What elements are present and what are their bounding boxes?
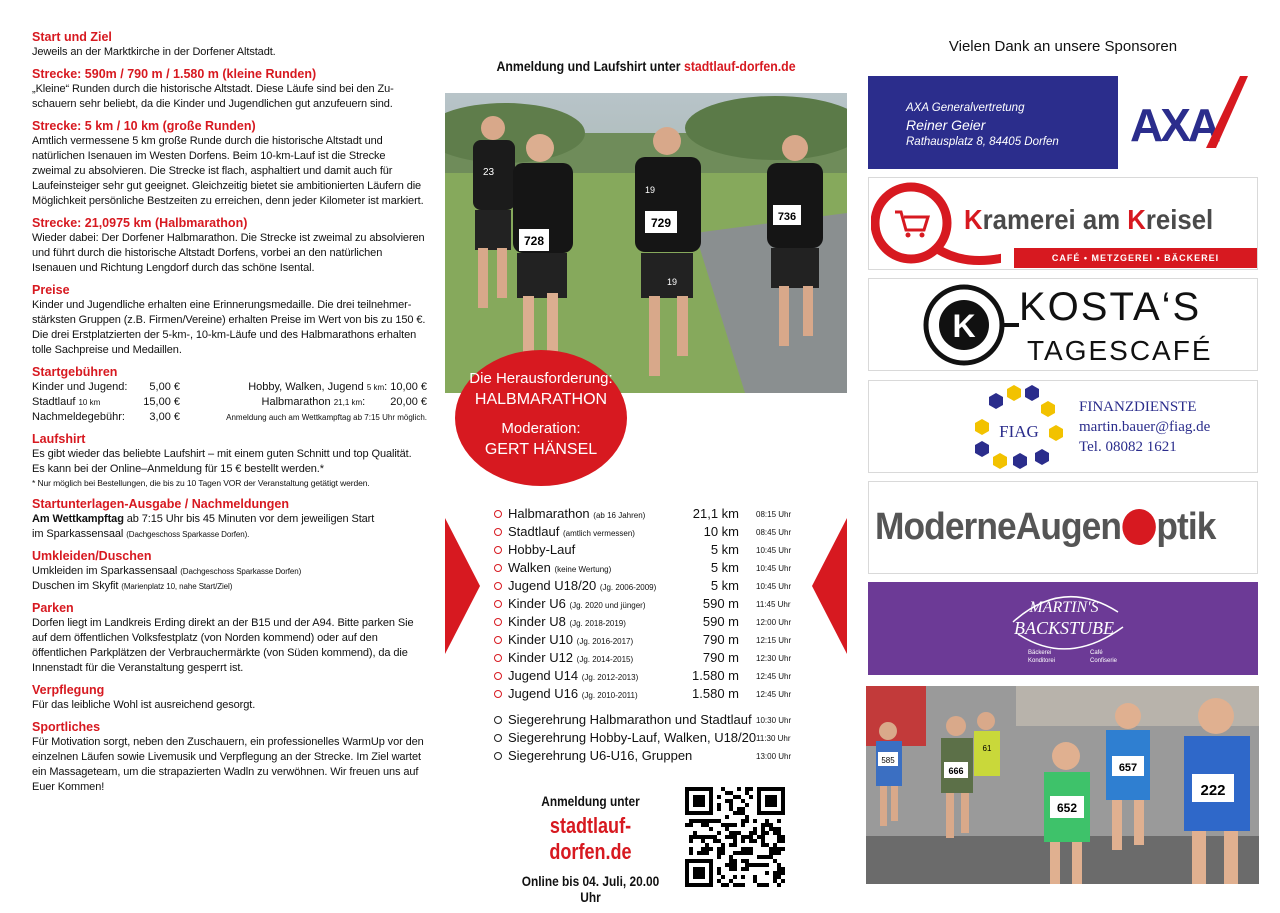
start-title: Start und Ziel <box>32 30 112 44</box>
race-title: Halbmarathon <box>508 506 590 521</box>
race-time: 12:45 Uhr <box>756 690 792 699</box>
badge-line: GERT HÄNSEL <box>484 441 598 458</box>
optik-logo <box>875 506 1215 549</box>
fee-label: Halbmarathon <box>261 396 331 408</box>
fees-title: Startgebühren <box>32 365 118 379</box>
shirt-note: * Nur möglich bei Bestellungen, die bis zu 10 Tagen VOR der Veranstaltung getätigt werden. <box>32 478 370 488</box>
half-marathon-title: Strecke: 21,0975 km (Halbmarathon) <box>32 216 248 230</box>
martins-name: MARTIN'S <box>1029 599 1099 616</box>
qr-code[interactable] <box>685 787 785 887</box>
prizes-text: Kinder und Jugendliche erhalten eine Erinnerungsmedaille. Die drei teilnehmer-stärksten Gruppen (z.B. Firmen/Vereine) erhalten Preise im Wert von bis zu 150 €. Die drei Erstplatzierten der 5-km-, 10-km-Läufe und des Halbmarathons erhalten tolle Sachpreise und Medaillen. <box>32 299 426 356</box>
fee-note: Anmeldung auch am Wettkampftag ab 7:15 Uhr möglich. <box>226 413 427 422</box>
shirt-title: Laufshirt <box>32 432 86 446</box>
axa-text <box>906 100 1059 151</box>
race-name <box>508 523 635 543</box>
fiag-phone: Tel. 08082 1621 <box>1079 439 1177 455</box>
fee-unit: 10 km <box>78 398 101 407</box>
race-row <box>494 667 799 685</box>
race-row <box>494 685 799 703</box>
martins-tag: Café <box>1090 650 1103 656</box>
race-row <box>494 541 799 559</box>
kid-bib: 657 <box>1118 762 1138 774</box>
race-note: (Jg. 2010-2011) <box>581 691 638 700</box>
runner-number: 19 <box>667 277 678 287</box>
changing-location: Umkleiden im Sparkassensaal <box>32 565 178 577</box>
race-title: Kinder U10 <box>508 632 574 647</box>
ceremony-time: 10:30 Uhr <box>756 716 792 725</box>
info-column <box>32 30 427 795</box>
race-note: (Jg. 2014-2015) <box>576 655 634 664</box>
changing-section <box>32 549 427 594</box>
race-title: Jugend U16 <box>508 686 579 701</box>
changing-title: Umkleiden/Duschen <box>32 549 152 563</box>
parking-section <box>32 601 427 676</box>
race-schedule <box>494 505 799 765</box>
badge-line: Die Herausforderung: <box>469 370 613 387</box>
race-name <box>508 541 575 561</box>
registration-deadline: Online bis 04. Juli, 20.00 Uhr <box>521 873 660 905</box>
fee-label-text: Stadtlauf <box>32 396 76 408</box>
race-note: (keine Wertung) <box>554 565 612 574</box>
race-distance: 5 km <box>710 560 739 575</box>
race-distance: 590 m <box>702 596 739 611</box>
runners-illustration <box>445 93 847 393</box>
race-note: (Jg. 2018-2019) <box>569 619 626 628</box>
runner-bib: 736 <box>777 211 797 223</box>
race-distance: 21,1 km <box>692 506 739 521</box>
short-course-text: „Kleine“ Runden durch die historische Altstadt. Diese Läufe sind bei den Zu-schauern sehr beliebt, da die Kinder und Jugendlichen gut anzufeuern sind. <box>32 83 394 110</box>
bullet-icon <box>494 716 502 724</box>
race-time: 12:15 Uhr <box>756 636 792 645</box>
fees-section <box>32 365 427 425</box>
bullet-icon <box>494 636 502 644</box>
bullet-icon <box>494 510 502 518</box>
bullet-icon <box>494 546 502 554</box>
race-time: 10:45 Uhr <box>756 564 792 573</box>
race-time: 12:30 Uhr <box>756 654 792 663</box>
race-row <box>494 595 799 613</box>
pickup-bold: Am Wettkampftag <box>32 513 124 525</box>
fee-row <box>32 395 427 410</box>
martins-tag: Confiserie <box>1090 658 1118 664</box>
changing-line2 <box>32 579 427 594</box>
race-name <box>508 631 633 651</box>
runners-photo <box>445 93 847 393</box>
kramerei-name-part: ramerei am <box>982 204 1128 235</box>
pickup-text <box>32 512 427 527</box>
long-course-title: Strecke: 5 km / 10 km (große Runden) <box>32 119 256 133</box>
race-title: Stadtlauf <box>508 524 560 539</box>
pickup-rest: ab 7:15 Uhr bis 45 Minuten vor dem jeweiligen Start <box>123 513 375 525</box>
kid-bib: 652 <box>1056 801 1078 815</box>
kramerei-name <box>964 204 1213 236</box>
race-name <box>508 649 633 669</box>
sponsor-heading: Vielen Dank an unsere Sponsoren <box>948 38 1178 55</box>
bullet-icon <box>494 582 502 590</box>
bullet-icon <box>494 752 502 760</box>
kid-bib: 585 <box>881 756 895 765</box>
ceremony-time: 11:30 Uhr <box>756 734 791 743</box>
race-note: (Jg. 2020 und jünger) <box>569 601 646 610</box>
race-distance: 5 km <box>710 578 739 593</box>
race-name <box>508 667 638 687</box>
ceremony-name: Siegerehrung Hobby-Lauf, Walken, U18/20 <box>508 730 757 745</box>
sponsor-fiag[interactable] <box>868 380 1258 473</box>
ceremony-row <box>494 711 799 729</box>
race-time: 12:45 Uhr <box>756 672 792 681</box>
pickup-line2 <box>32 527 427 542</box>
race-row <box>494 577 799 595</box>
registration-heading <box>470 58 822 74</box>
race-name <box>508 613 626 633</box>
food-text: Für das leibliche Wohl ist ausreichend gesorgt. <box>32 699 256 711</box>
bullet-icon <box>494 564 502 572</box>
race-distance: 790 m <box>702 632 739 647</box>
registration-heading-url[interactable]: stadtlauf-dorfen.de <box>683 58 796 74</box>
registration-heading-text: Anmeldung und Laufshirt unter <box>496 58 684 74</box>
fiag-logo-text: FIAG <box>999 422 1039 441</box>
race-note: (ab 16 Jahren) <box>593 511 646 520</box>
race-title: Kinder U6 <box>508 596 566 611</box>
fee-row <box>32 410 427 425</box>
sponsor-martins-backstube[interactable] <box>868 582 1258 675</box>
race-title: Hobby-Lauf <box>508 542 576 557</box>
shower-location-note: (Marienplatz 10, nahe Start/Ziel) <box>121 582 233 591</box>
race-row <box>494 631 799 649</box>
race-time: 10:45 Uhr <box>756 546 792 555</box>
race-title: Jugend U18/20 <box>508 578 597 593</box>
axa-line: Reiner Geier <box>906 117 986 133</box>
kramerei-initial: K <box>964 204 983 235</box>
runner-number: 19 <box>645 185 656 195</box>
fee-unit: 5 km <box>366 383 385 392</box>
badge-line: HALBMARATHON <box>474 391 608 408</box>
race-note: (Jg. 2006-2009) <box>599 583 657 592</box>
kramerei-initial: K <box>1127 204 1146 235</box>
martins-tag: Konditorei <box>1028 658 1056 664</box>
race-distance: 5 km <box>710 542 739 557</box>
decorative-arrow-right <box>812 518 847 654</box>
kid-bib: 222 <box>1200 782 1226 799</box>
sponsor-axa[interactable] <box>868 76 1258 169</box>
race-title: Kinder U8 <box>508 614 566 629</box>
axa-line: AXA Generalvertretung <box>906 102 1025 114</box>
ceremony-row <box>494 747 799 765</box>
martins-tag: Bäckerei <box>1028 650 1052 656</box>
ceremony-row <box>494 729 799 747</box>
short-course-section <box>32 67 427 112</box>
kid-bib: 666 <box>948 766 964 776</box>
start-text: Jeweils an der Marktkirche in der Dorfener Altstadt. <box>32 46 276 58</box>
kids-race-photo <box>866 686 1259 884</box>
race-time: 08:15 Uhr <box>756 510 792 519</box>
bullet-icon <box>494 690 502 698</box>
race-distance: 1.580 m <box>692 668 739 683</box>
long-course-section <box>32 119 427 209</box>
sport-text: Für Motivation sorgt, neben den Zuschauern, ein professionelles WarmUp vor den einzelnen Läufen sowie Livemusik und Verpflegung an der Strecke. Im Ziel wartet ein Massageteam, um die strapazierten Wadln zu verwöhnen. Wir freuen uns auf Euer Kommen! <box>32 736 424 793</box>
fiag-logo-icon <box>969 381 1069 473</box>
race-time: 10:45 Uhr <box>756 582 792 591</box>
fee-label <box>32 395 100 410</box>
martins-logo-icon <box>868 582 1258 675</box>
race-title: Jugend U14 <box>508 668 579 683</box>
race-note: (Jg. 2012-2013) <box>581 673 639 682</box>
sport-section <box>32 720 427 795</box>
race-row <box>494 505 799 523</box>
short-course-title: Strecke: 590m / 790 m / 1.580 m (kleine Runden) <box>32 67 317 81</box>
optik-name-end: ptik <box>1156 506 1216 548</box>
pickup-location: im Sparkassensaal <box>32 528 124 540</box>
decorative-arrow-left <box>445 518 480 654</box>
badge-line: Moderation: <box>501 420 581 437</box>
kosta-name: KOSTA‘S <box>1019 285 1202 329</box>
sport-title: Sportliches <box>32 720 101 734</box>
pickup-location-note: (Dachgeschoss Sparkasse Dorfen). <box>126 530 250 539</box>
race-name <box>508 559 611 579</box>
axa-slash-icon <box>1118 76 1258 169</box>
shirt-text: Es gibt wieder das beliebte Laufshirt – mit einem guten Schnitt und top Qualität. Es kann bei der Online–Anmeldung für 15 € bestellt werden.* <box>32 448 412 475</box>
half-marathon-section <box>32 216 427 276</box>
ceremony-time: 13:00 Uhr <box>756 752 792 761</box>
registration-label: Anmeldung unter <box>541 793 640 809</box>
changing-line1 <box>32 564 427 579</box>
fee-label: Hobby, Walken, Jugend <box>248 381 364 393</box>
fee-row <box>32 380 427 395</box>
fiag-line: FINANZDIENSTE <box>1079 399 1197 415</box>
runner-bib: 729 <box>650 216 672 230</box>
martins-subtitle: BACKSTUBE <box>1013 618 1115 638</box>
registration-url[interactable]: stadtlauf-dorfen.de <box>549 813 632 864</box>
shirt-section <box>32 432 427 490</box>
kramerei-services: CAFÉ • METZGEREI • BÄCKEREI <box>1014 248 1257 268</box>
axa-logo-text: AXA <box>1130 99 1219 151</box>
challenge-badge <box>455 350 627 486</box>
sponsor-kosta[interactable] <box>868 278 1258 371</box>
optik-dot-icon <box>1122 509 1155 545</box>
kramerei-name-part: reisel <box>1145 204 1214 235</box>
sponsor-optik[interactable] <box>868 481 1258 574</box>
fiag-email: martin.bauer@fiag.de <box>1079 419 1211 435</box>
race-row <box>494 613 799 631</box>
race-name <box>508 505 645 525</box>
bullet-icon <box>494 734 502 742</box>
half-marathon-text: Wieder dabei: Der Dorfener Halbmarathon. Die Strecke ist zweimal zu absolvieren und führt durch die historische Altstadt Dorfens, vorbei an den natürlichen Isenauen und Richtung Lengdorf durch das schöne Isental. <box>32 232 425 274</box>
sponsor-kramerei[interactable] <box>868 177 1258 270</box>
kosta-logo-letter: K <box>952 308 976 344</box>
bullet-icon <box>494 672 502 680</box>
parking-text: Dorfen liegt im Landkreis Erding direkt an der B15 und der A94. Bitte parken Sie auf dem öffentlichen Volksfestplatz (von Norden kommend) oder auf den öffentlichen Parkplätzen der Verbrauchermärkte (von Süden kommend), da die Innenstadt für die Veranstaltung gesperrt ist. <box>32 617 414 674</box>
runner-number: 23 <box>483 167 495 178</box>
ceremony-name: Siegerehrung U6-U16, Gruppen <box>508 748 693 763</box>
bullet-icon <box>494 528 502 536</box>
race-row <box>494 559 799 577</box>
race-title: Walken <box>508 560 551 575</box>
runner-bib: 728 <box>523 234 545 248</box>
fee-value: 5,00 € <box>149 381 180 393</box>
prizes-section <box>32 283 427 358</box>
kosta-subtitle: TAGESCAFÉ <box>1027 335 1213 366</box>
optik-name: ModerneAugen <box>875 506 1122 548</box>
pickup-section <box>32 497 427 542</box>
fee-value: 15,00 € <box>143 396 180 408</box>
parking-title: Parken <box>32 601 74 615</box>
race-name <box>508 595 646 615</box>
pickup-title: Startunterlagen-Ausgabe / Nachmeldungen <box>32 497 289 511</box>
race-distance: 590 m <box>702 614 739 629</box>
fee-unit: 21,1 km <box>333 398 363 407</box>
kid-bib: 61 <box>982 744 992 753</box>
start-section <box>32 30 427 60</box>
fee-value: 20,00 € <box>390 396 427 408</box>
shower-location: Duschen im Skyfit <box>32 580 119 592</box>
axa-logo <box>1118 76 1258 169</box>
bullet-icon <box>494 654 502 662</box>
fee-value: 10,00 € <box>390 381 427 393</box>
race-time: 08:45 Uhr <box>756 528 792 537</box>
changing-location-note: (Dachgeschoss Sparkasse Dorfen) <box>180 567 302 576</box>
fee-label: Kinder und Jugend: <box>32 381 128 393</box>
race-time: 11:45 Uhr <box>756 600 791 609</box>
fee-right: Halbmarathon 21,1 km: 20,00 € <box>261 396 427 408</box>
race-note: (Jg. 2016-2017) <box>576 637 634 646</box>
kids-illustration <box>866 686 1259 884</box>
fee-label: Nachmeldegebühr: <box>32 411 125 423</box>
race-title: Kinder U12 <box>508 650 574 665</box>
axa-line: Rathausplatz 8, 84405 Dorfen <box>906 136 1059 148</box>
fee-right: Hobby, Walken, Jugend 5 km: 10,00 € <box>248 381 427 393</box>
race-distance: 10 km <box>703 524 739 539</box>
long-course-text: Amtlich vermessene 5 km große Runde durch die historische Altstadt und natürlichen Isenauen im Westen Dorfens. Beim 10-km-Lauf ist die Strecke zweimal zu absolvieren. Die Strecke ist flach, asphaltiert und damit auch für Laufeinsteiger sehr gut geeignet. Gleichzeitig bietet sie ambitionierten Läufern die Möglichkeit persönliche Bestzeiten zu erreichen, denn jeder Kilometer ist markiert. <box>32 135 424 207</box>
race-distance: 1.580 m <box>692 686 739 701</box>
race-name <box>508 577 656 597</box>
registration-block <box>498 793 683 905</box>
ceremony-name: Siegerehrung Halbmarathon und Stadtlauf <box>508 712 752 727</box>
bullet-icon <box>494 618 502 626</box>
race-note: (amtlich vermessen) <box>562 529 635 538</box>
fee-value: 3,00 € <box>149 411 180 423</box>
food-section <box>32 683 427 713</box>
race-row <box>494 523 799 541</box>
race-distance: 790 m <box>702 650 739 665</box>
food-title: Verpflegung <box>32 683 105 697</box>
race-name <box>508 685 638 705</box>
prizes-title: Preise <box>32 283 70 297</box>
race-time: 12:00 Uhr <box>756 618 792 627</box>
bullet-icon <box>494 600 502 608</box>
race-row <box>494 649 799 667</box>
